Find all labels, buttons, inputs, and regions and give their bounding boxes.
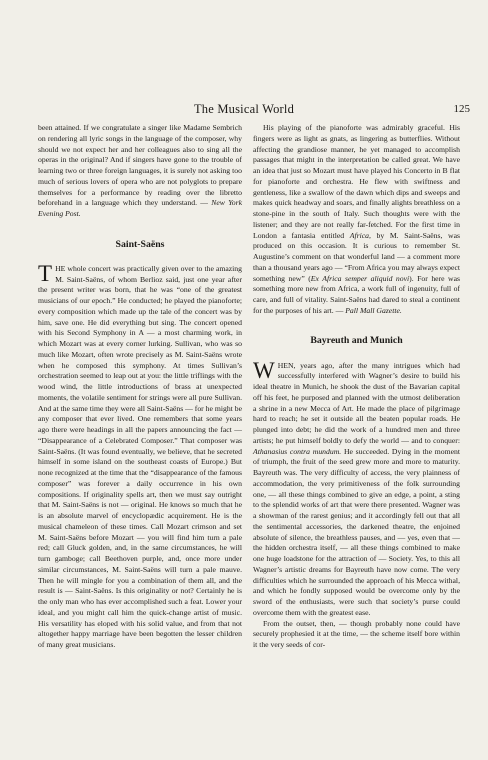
africa-title: Africa, bbox=[349, 230, 371, 240]
piano-playing-text: His playing of the pianoforte was admirably graceful. His fingers were as light as gnats, as lingering as butterflies. Without affecting the grandiose manner, he yet managed to accomplish passages that might in the interpretation be called great. We have an idea that just so Mozart must have played his Concerto in B flat for pianoforte and orchestra. He flew with swiftness and gentleness, like a swallow of the dawn which dips and sweeps and makes quick headway and soars, and finally alights breathless on a stone-pine in the south of Italy. Such thoughts were with the listener; and they are not really far-fetched. For the first time in London a fantasia entitled bbox=[253, 123, 460, 240]
saint-saens-paragraph bbox=[38, 260, 242, 651]
athanasius-quote: Athanasius contra mundum. bbox=[253, 446, 342, 456]
right-column bbox=[253, 123, 460, 651]
corruption-text: From the outset, then, — though probably none could have securely prophesied it at the time, — the scheme itself bore within it the very seeds of cor- bbox=[253, 618, 460, 649]
evening-post-source: New York Evening Post. bbox=[38, 198, 243, 218]
page-title: The Musical World bbox=[193, 102, 295, 116]
pall-mall-paragraph bbox=[253, 123, 460, 317]
saint-saens-dropcap: T bbox=[38, 260, 53, 286]
bayreuth-munich-heading: Bayreuth and Munich bbox=[310, 334, 403, 346]
bayreuth-text: HEN, years ago, after the many intrigues which had successfully interfered with Wagner’s desire to build his ideal theatre in Munich, he shook the dust of the Bavarian capital off his feet, he purposed and planned with the utmost deliberation a shrine in a new Mecca of Art. He made the place of pilgrimage hard to reach; he set it outside all the beaten popular roads. He plunged into debt; he did the work of a hundred men and three artists; he put himself boldly to defy the world — and to conquer: bbox=[253, 360, 460, 445]
latin-quote: Ex Africa semper aliquid novi bbox=[310, 273, 410, 283]
africa-conclusion-text: ). For here was something more new from Africa, a work full of ingenuity, full of care, and full of vitality. Saint-Saëns had dared to steal a continent for the purposes of his art. — bbox=[253, 273, 460, 315]
evening-post-paragraph bbox=[38, 123, 242, 220]
left-column bbox=[38, 123, 242, 651]
saint-saens-text: HE whole concert was practically given over to the amazing M. Saint-Saëns, of whom Berlioz said, just one year after the present writer was born, that he was “one of the greatest musicians of our epoch.” He conducted; he played the pianoforte; every composition which made up the tale of the concert was by him, save one. He did everything but sing. The concert opened with his Second Symphony in A — a most charming work, in which Mozart was at every corner lurking. Sullivan, who was so much like Mozart, often wrote precisely as M. Saint-Saëns wrote when he composed this symphony. At times Sullivan’s orchestration seemed to leap out at you: the little triflings with the wood wind, the little introductions of brass at unexpected moments, the volatile sentiment for strings were all pure Sullivan. And at the same time they were all Saint-Saëns — for he might be any composer that ever lived. One remembers that some years ago there were headings in all the papers announcing the fact — “Disappearance of a Celebrated Composer.” That composer was Saint-Saëns. (It was found eventually, we believe, that he secreted himself in some island on the southeast coasts of Europe.) But none recognized at the time that the “disappearance of the famous composer” was forever a daily occurrence in his own compositions. If originality spells art, then we must say outright that M. Saint-Saëns is not — original. He knows so much that he is an absolute marvel of encyclopædic acquirement. He is the musical chameleon of these times. Call Mozart crimson and set M. Saint-Saëns before Mozart — you will find him turn a pale red; call Gluck golden, and, in the same circumstances, he will turn gamboge; call Beethoven purple, and, once more under similar circumstances, M. Saint-Saëns will turn a pale mauve. Then he will mingle for you a combination of them all, and the result is — Saint-Saëns. Is this originality or not? Certainly he is the only man who has ever accomplished such a feat. Lower your ideal, and you might call him the quick-change artist of music. His versatility has eloped with his solid value, and from that not altogether happy marriage have been begotten the lesser children of many great musicians. bbox=[38, 263, 242, 649]
africa-commentary-text: by M. Saint-Saëns, was produced on this occasion. It is curious to remember St. Augustine’s comment on that wonderful land — a comment more than a thousand years ago — “From Africa you may always expect something new” ( bbox=[253, 230, 461, 283]
bayreuth-continuation-text: He succeeded. Dying in the moment of triumph, the fruit of the seed grew more and more to maturity. Bayreuth was. The very difficulty of access, the very plainness of accommodation, the very primitiveness of the folk surrounding one, — all these things combined to give an edge, a point, a sting to the splendid works of art that were there presented. Wagner was a showman of the rarest genius; and it accordingly fell out that all the sentimental accessories, the darkened theatre, the enjoined absolute of silence, the breathless pauses, and — yes, even that — the hidden orchestra itself, — all these things combined to make one huge loadstone for the attraction of — Society. Yes, to this all Wagner’s artistic dreams for Bayreuth have now come. The very difficulties which he surrounded the approach of his Mecca withal, and which he fondly supposed would be overcome only by the sword of the enthusiasts, were such that society’s purse could overcome them with the greatest ease. bbox=[253, 446, 460, 617]
bayreuth-paragraph bbox=[253, 357, 460, 619]
pall-mall-source: Pall Mall Gazette. bbox=[345, 305, 402, 315]
saint-saens-heading: Saint-Saëns bbox=[115, 238, 165, 250]
running-head bbox=[0, 100, 488, 118]
bayreuth-dropcap: W bbox=[253, 357, 275, 383]
evening-post-text: been attained. If we congratulate a singer like Madame Sembrich on rendering all lyric songs in the language of the composer, why should we not expect her and her colleagues also to sing all the operas in the original? And if singers have gone to the trouble of learning two or three foreign languages, it is surely not asking too much of serious lovers of opera who are not polyglots to prepare themselves for a performance by reading over the libretto beforehand in a language which they understand. — bbox=[38, 123, 242, 208]
corruption-paragraph bbox=[253, 619, 460, 651]
page-number: 125 bbox=[453, 103, 470, 115]
